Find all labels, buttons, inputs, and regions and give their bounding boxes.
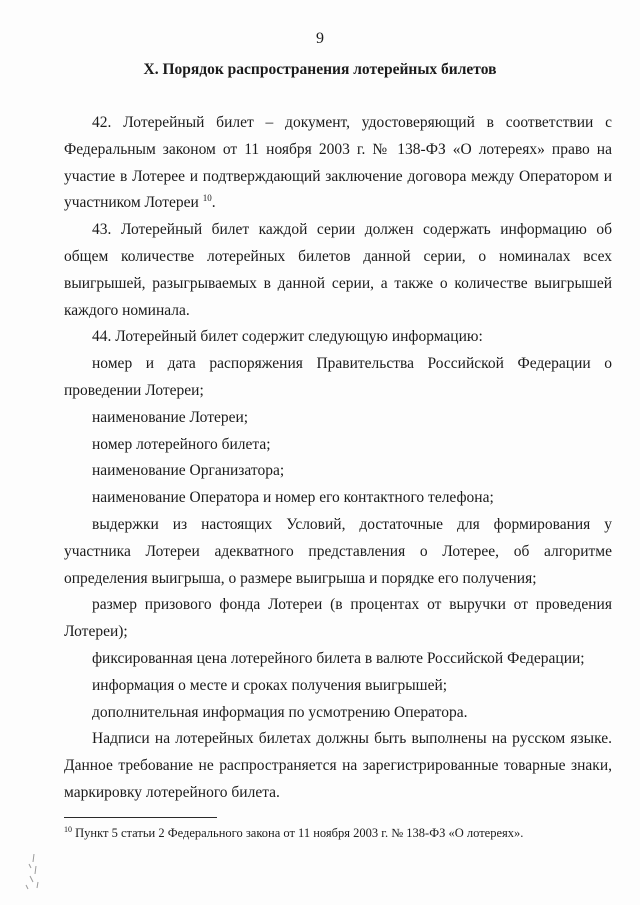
- footnote-reference[interactable]: 10: [202, 193, 212, 204]
- closing-paragraph: Надписи на лотерейных билетах должны быть выполнены на русском языке. Данное требование не распространяется на зарегистрированные товарные знаки, маркировку лотерейного билета.: [64, 730, 612, 801]
- paragraph-42-end: .: [211, 194, 216, 212]
- list-item: номер и дата распоряжения Правительства Российской Федерации о проведении Лотереи;: [64, 355, 612, 399]
- list-item: наименование Организатора;: [92, 462, 285, 480]
- list-item: номер лотерейного билета;: [92, 435, 271, 453]
- list-item: информация о месте и сроках получения выигрышей;: [92, 676, 448, 694]
- paragraph-42-text: 42. Лотерейный билет – документ, удостоверяющий в соответствии с Федеральным законом от 11 ноября 2003 г. № 138-ФЗ «О лотереях» право на участие в Лотерее и подтверждающий заключение договора между Оператором и участником Лотереи: [64, 114, 612, 212]
- paragraph-44: 44. Лотерейный билет содержит следующую информацию:: [92, 328, 483, 346]
- footnote: [64, 826, 612, 841]
- list-item: выдержки из настоящих Условий, достаточные для формирования у участника Лотереи адекватного представления о Лотерее, об алгоритме определения выигрыша, о размере выигрыша и порядке его получения;: [64, 515, 612, 587]
- paragraph-43: 43. Лотерейный билет каждой серии должен содержать информацию об общем количестве лотерейных билетов данной серии, о номиналах всех выигрышей, разыгрываемых в данной серии, а также о количестве выигрышей каждого номинала.: [64, 221, 612, 319]
- scan-artifact-icon: [20, 852, 48, 892]
- footnote-text: Пункт 5 статьи 2 Федерального закона от 11 ноября 2003 г. № 138-ФЗ «О лотереях».: [72, 826, 524, 840]
- list-item: наименование Оператора и номер его контактного телефона;: [92, 489, 494, 507]
- section-title: X. Порядок распространения лотерейных билетов: [143, 61, 497, 78]
- paragraph-42: [64, 110, 612, 217]
- list-item: фиксированная цена лотерейного билета в валюте Российской Федерации;: [92, 649, 585, 667]
- page-number: 9: [316, 30, 324, 47]
- list-item: дополнительная информация по усмотрению Оператора.: [92, 703, 468, 721]
- footnote-marker: 10: [64, 824, 72, 834]
- footnote-divider: [64, 817, 217, 818]
- list-item: размер призового фонда Лотереи (в процентах от выручки от проведения Лотереи);: [64, 596, 612, 641]
- list-item: наименование Лотереи;: [92, 408, 249, 426]
- document-body: [64, 110, 612, 807]
